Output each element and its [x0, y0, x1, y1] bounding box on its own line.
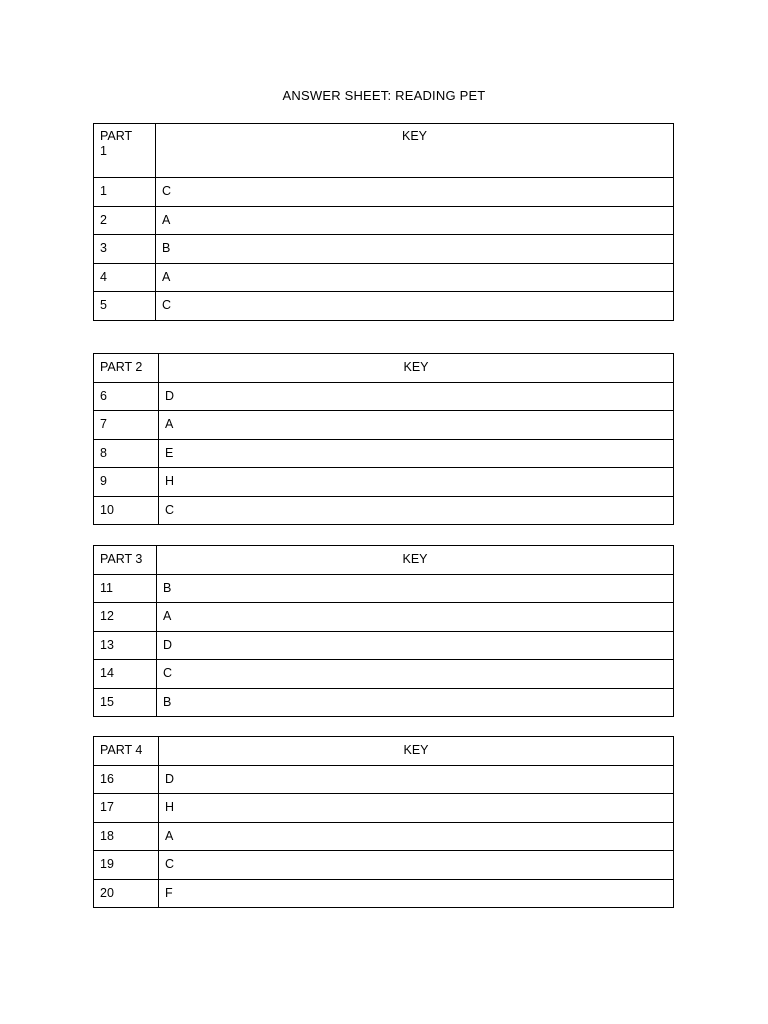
- answer-cell: B: [157, 688, 674, 717]
- question-number: 14: [94, 660, 157, 689]
- answer-table-part-1: [93, 123, 674, 321]
- table-row: [94, 688, 674, 717]
- table-row: [94, 496, 674, 525]
- answer-cell: D: [159, 382, 674, 411]
- question-number: 15: [94, 688, 157, 717]
- key-header-cell: KEY: [159, 354, 674, 383]
- question-number: 2: [94, 206, 156, 235]
- table-row: [94, 439, 674, 468]
- answer-cell: C: [159, 851, 674, 880]
- key-header-cell: KEY: [156, 124, 674, 178]
- table-header-row: [94, 354, 674, 383]
- table-row: [94, 206, 674, 235]
- answer-cell: B: [157, 574, 674, 603]
- question-number: 17: [94, 794, 159, 823]
- table-row: [94, 765, 674, 794]
- table-row: [94, 851, 674, 880]
- table-row: [94, 822, 674, 851]
- question-number: 8: [94, 439, 159, 468]
- answer-cell: A: [159, 411, 674, 440]
- table-row: [94, 468, 674, 497]
- answer-cell: H: [159, 794, 674, 823]
- table-header-row: [94, 124, 674, 178]
- table-row: [94, 631, 674, 660]
- table-row: [94, 178, 674, 207]
- table-row: [94, 292, 674, 321]
- table-row: [94, 263, 674, 292]
- part-label-cell: PART 4: [94, 737, 159, 766]
- table-row: [94, 794, 674, 823]
- page-title: ANSWER SHEET: READING PET: [282, 88, 486, 103]
- part-label-cell: PART 2: [94, 354, 159, 383]
- answer-cell: A: [159, 822, 674, 851]
- question-number: 11: [94, 574, 157, 603]
- answer-cell: C: [156, 292, 674, 321]
- question-number: 13: [94, 631, 157, 660]
- table-row: [94, 382, 674, 411]
- table-row: [94, 879, 674, 908]
- key-header-cell: KEY: [159, 737, 674, 766]
- part-label-cell: PART 3: [94, 546, 157, 575]
- answer-table-part-4: [93, 736, 674, 908]
- question-number: 18: [94, 822, 159, 851]
- answer-cell: C: [159, 496, 674, 525]
- part-label-line2: 1: [100, 144, 107, 158]
- table-row: [94, 411, 674, 440]
- answer-cell: H: [159, 468, 674, 497]
- answer-cell: C: [156, 178, 674, 207]
- table-header-row: [94, 546, 674, 575]
- question-number: 3: [94, 235, 156, 264]
- part-label-cell: [94, 124, 156, 178]
- key-header-cell: KEY: [157, 546, 674, 575]
- part-label-line1: PART: [100, 129, 133, 143]
- answer-table-part-3: [93, 545, 674, 717]
- answer-cell: C: [157, 660, 674, 689]
- table-header-row: [94, 737, 674, 766]
- answer-cell: A: [157, 603, 674, 632]
- question-number: 5: [94, 292, 156, 321]
- answer-cell: D: [159, 765, 674, 794]
- answer-cell: A: [156, 206, 674, 235]
- question-number: 4: [94, 263, 156, 292]
- table-row: [94, 574, 674, 603]
- question-number: 16: [94, 765, 159, 794]
- question-number: 10: [94, 496, 159, 525]
- answer-cell: B: [156, 235, 674, 264]
- answer-cell: F: [159, 879, 674, 908]
- table-row: [94, 235, 674, 264]
- answer-cell: E: [159, 439, 674, 468]
- question-number: 9: [94, 468, 159, 497]
- answer-cell: A: [156, 263, 674, 292]
- question-number: 19: [94, 851, 159, 880]
- table-row: [94, 660, 674, 689]
- question-number: 12: [94, 603, 157, 632]
- table-row: [94, 603, 674, 632]
- question-number: 1: [94, 178, 156, 207]
- answer-cell: D: [157, 631, 674, 660]
- question-number: 20: [94, 879, 159, 908]
- answer-table-part-2: [93, 353, 674, 525]
- question-number: 7: [94, 411, 159, 440]
- question-number: 6: [94, 382, 159, 411]
